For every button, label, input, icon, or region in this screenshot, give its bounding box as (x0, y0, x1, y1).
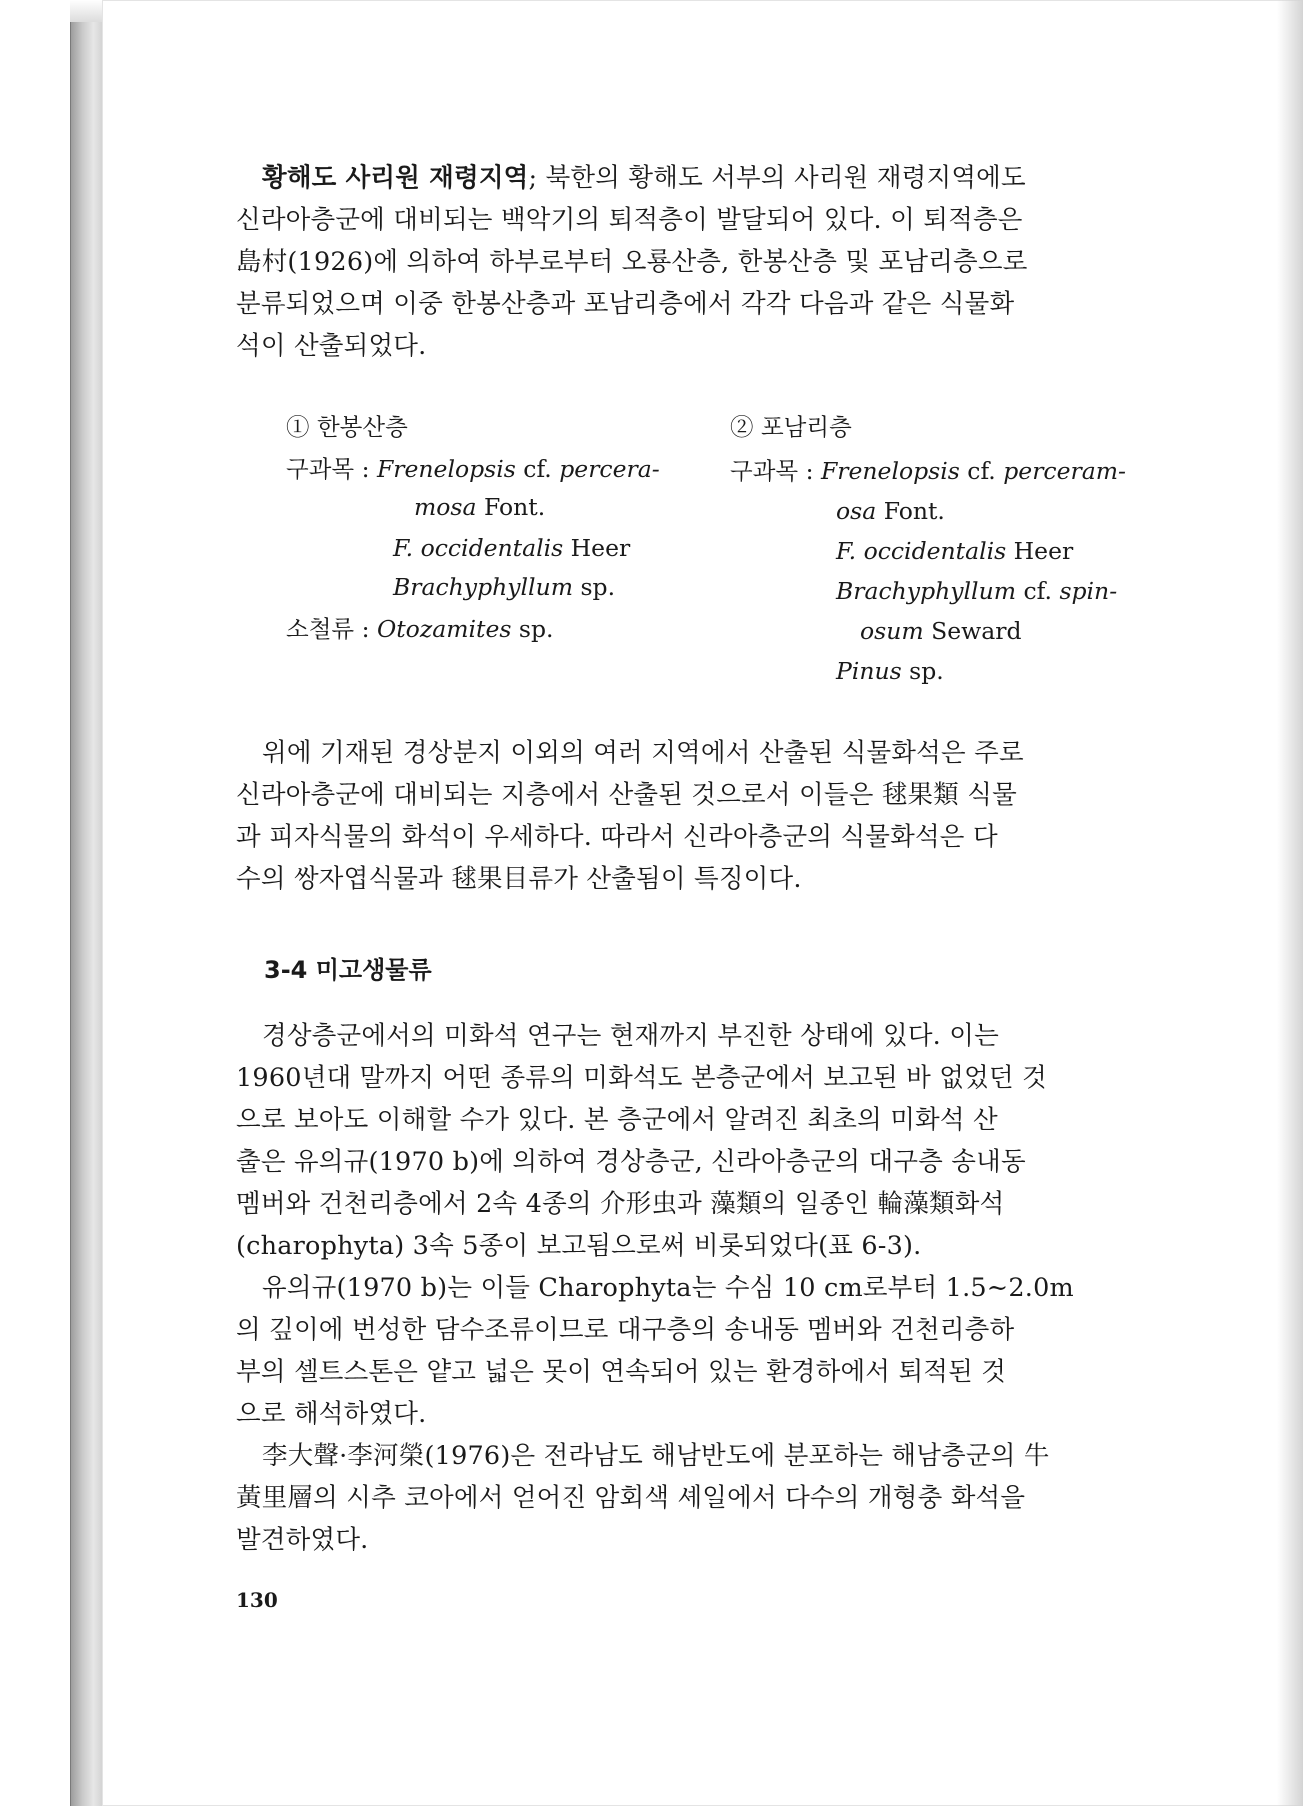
text-line: 신라아층군에 대비되는 백악기의 퇴적층이 발달되어 있다. 이 퇴적층은 (236, 205, 1023, 235)
text-line: 신라아층군에 대비되는 지층에서 산출된 것으로서 이들은 毬果類 식물 (236, 780, 1017, 810)
fossil-entry: osum Seward (860, 617, 1022, 645)
text-line: 1960년대 말까지 어떤 종류의 미화석도 본층군에서 보고된 바 없었던 것 (236, 1063, 1047, 1093)
text-line: 의 깊이에 번성한 담수조류이므로 대구층의 송내동 멤버와 건천리층하 (236, 1315, 1015, 1345)
fossil-entry: Pinus sp. (836, 657, 944, 685)
text-line: 출은 유의규(1970 b)에 의하여 경상층군, 신라아층군의 대구층 송내동 (236, 1147, 1026, 1177)
text-line: 부의 셀트스톤은 얕고 넓은 못이 연속되어 있는 환경하에서 퇴적된 것 (236, 1357, 1007, 1387)
fossil-entry: 구과목 : Frenelopsis cf. percera- (286, 455, 660, 483)
fossil-entry: Brachyphyllum cf. spin- (836, 577, 1118, 605)
text-line: 수의 쌍자엽식물과 毬果目류가 산출됨이 특징이다. (236, 864, 802, 894)
fossil-entry: 구과목 : Frenelopsis cf. perceram- (730, 457, 1126, 485)
fossil-list-title: ② 포남리층 (730, 413, 852, 441)
text-line: 島村(1926)에 의하여 하부로부터 오룡산층, 한봉산층 및 포남리층으로 (236, 247, 1028, 277)
page-number: 130 (236, 1588, 278, 1612)
text-line: 분류되었으며 이중 한봉산층과 포남리층에서 각각 다음과 같은 식물화 (236, 289, 1015, 319)
text-line: 黃里層의 시추 코아에서 얻어진 암회색 셰일에서 다수의 개형충 화석을 (236, 1483, 1026, 1513)
text-line: (charophyta) 3속 5종이 보고됨으로써 비롯되었다(표 6-3). (236, 1231, 922, 1261)
text-line: 유의규(1970 b)는 이들 Charophyta는 수심 10 cm로부터 1.5∼2.0m (262, 1273, 1074, 1303)
text-line: 경상층군에서의 미화석 연구는 현재까지 부진한 상태에 있다. 이는 (262, 1021, 999, 1051)
fossil-entry: F. occidentalis Heer (836, 537, 1074, 565)
text-line: 석이 산출되었다. (236, 331, 427, 361)
text-line: 李大聲·李河榮(1976)은 전라남도 해남반도에 분포하는 해남층군의 牛 (262, 1441, 1050, 1471)
paragraph-lead-heading: 황해도 사리원 재령지역 (262, 163, 529, 193)
section-heading: 3-4 미고생물류 (264, 956, 432, 984)
text-line: 으로 보아도 이해할 수가 있다. 본 층군에서 알려진 최초의 미화석 산 (236, 1105, 998, 1135)
text-line: 황해도 사리원 재령지역; 북한의 황해도 서부의 사리원 재령지역에도 (262, 163, 1026, 193)
fossil-entry: Brachyphyllum sp. (393, 573, 616, 601)
fossil-list-title: ① 한봉산층 (286, 413, 408, 441)
fossil-entry: osa Font. (836, 497, 945, 525)
fossil-entry: 소철류 : Otozamites sp. (286, 615, 554, 643)
text-line: 위에 기재된 경상분지 이외의 여러 지역에서 산출된 식물화석은 주로 (262, 738, 1024, 768)
fossil-entry: mosa Font. (414, 493, 546, 521)
text-line: 으로 해석하였다. (236, 1399, 427, 1429)
text-line: 과 피자식물의 화석이 우세하다. 따라서 신라아층군의 식물화석은 다 (236, 822, 998, 852)
text-line: 발견하였다. (236, 1525, 369, 1555)
text-line: 멤버와 건천리층에서 2속 4종의 介形虫과 藻類의 일종인 輪藻類화석 (236, 1189, 1005, 1219)
fossil-entry: F. occidentalis Heer (393, 534, 631, 562)
